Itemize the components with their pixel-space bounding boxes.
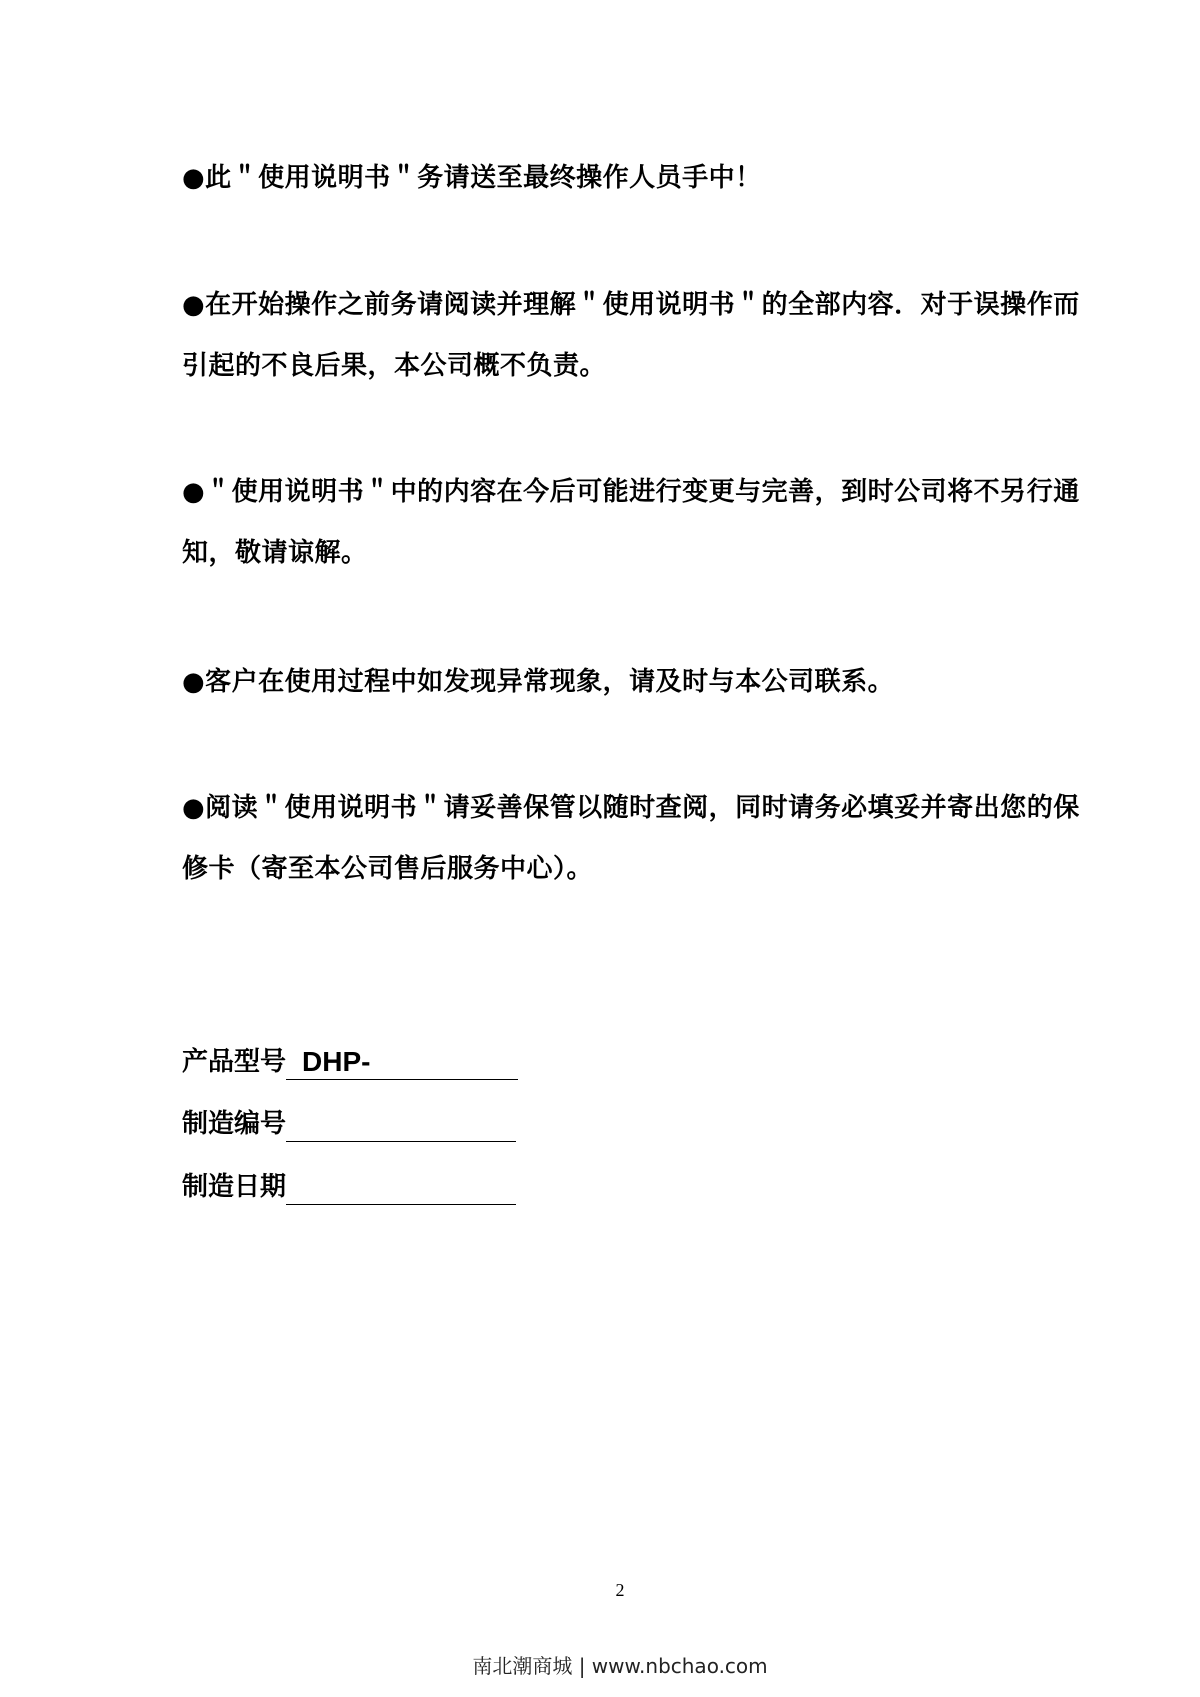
manufacture-date-field [182, 1165, 516, 1205]
product-model-prefix: DHP- [302, 1046, 371, 1077]
note-keep-manual-warranty-card: ●阅读＂使用说明书＂请妥善保管以随时查阅，同时请务必填妥并寄出您的保修卡（寄至本公司售后服务中心）。 [182, 793, 1080, 884]
note-deliver-manual: ●此＂使用说明书＂务请送至最终操作人员手中！ [182, 163, 762, 193]
note-content-may-change: ●＂使用说明书＂中的内容在今后可能进行变更与完善，到时公司将不另行通知，敬请谅解。 [182, 477, 1080, 568]
serial-number-blank [286, 1107, 516, 1142]
note-read-before-operation: ●在开始操作之前务请阅读并理解＂使用说明书＂的全部内容．对于误操作而引起的不良后果，本公司概不负责。 [182, 290, 1080, 381]
note-contact-on-abnormality: ●客户在使用过程中如发现异常现象，请及时与本公司联系。 [182, 667, 895, 697]
serial-number-field [182, 1102, 516, 1142]
product-model-field [182, 1040, 518, 1080]
manufacture-date-blank [286, 1170, 516, 1205]
manufacture-date-label: 制造日期 [182, 1172, 287, 1202]
serial-number-label: 制造编号 [182, 1109, 287, 1139]
product-model-blank [286, 1045, 518, 1080]
site-watermark: 南北潮商城 | www.nbchao.com [472, 1654, 768, 1678]
product-model-label: 产品型号 [182, 1047, 287, 1077]
page-number: 2 [615, 1580, 625, 1600]
